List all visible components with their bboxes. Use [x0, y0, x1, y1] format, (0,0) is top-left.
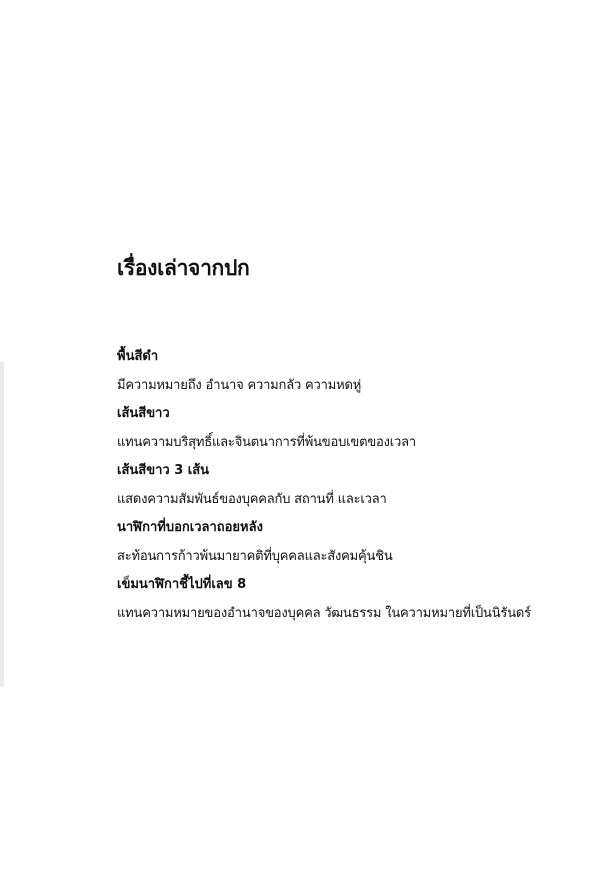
cover-story-entry — [117, 457, 587, 514]
entry-heading: พื้นสีดำ — [117, 349, 159, 364]
cover-story-entry — [117, 400, 587, 457]
entry-description: มีความหมายถึง อำนาจ ความกลัว ความหดหู่ — [117, 378, 362, 393]
cover-story-entry — [117, 514, 587, 571]
cover-story-list — [117, 343, 587, 628]
cover-story-entry — [117, 343, 587, 400]
entry-description: แทนความหมายของอำนาจของบุคคล วัฒนธรรม ในความหมายที่เป็นนิรันดร์ — [117, 606, 531, 621]
entry-heading: นาฬิกาที่บอกเวลาถอยหลัง — [117, 520, 263, 535]
cover-story-entry — [117, 571, 587, 628]
entry-heading: เส้นสีขาว 3 เส้น — [117, 463, 210, 478]
entry-description: แทนความบริสุทธิ์และจินตนาการที่พ้นขอบเขตของเวลา — [117, 435, 416, 450]
page-edge-strip — [0, 362, 4, 687]
entry-description: แสดงความสัมพันธ์ของบุคคลกับ สถานที่ และเวลา — [117, 492, 387, 507]
entry-description: สะท้อนการก้าวพ้นมายาคติที่บุคคลและสังคมคุ้นชิน — [117, 549, 393, 564]
entry-heading: เข็มนาฬิกาชี้ไปที่เลข 8 — [117, 577, 247, 592]
page-title: เรื่องเล่าจากปก — [117, 256, 250, 280]
entry-heading: เส้นสีขาว — [117, 406, 170, 421]
